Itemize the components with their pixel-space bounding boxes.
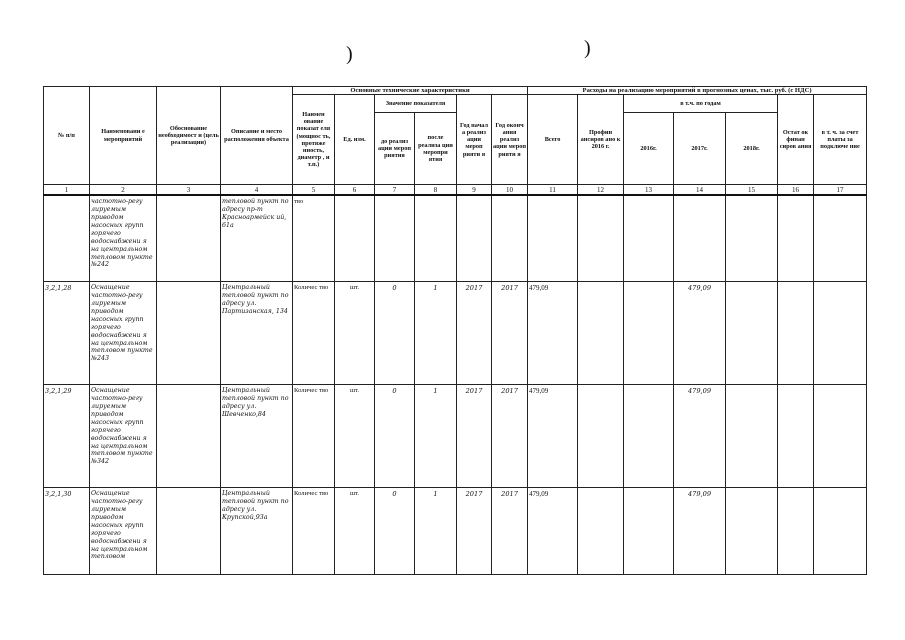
header-years-group: в т.ч. по годам [624, 95, 778, 113]
stray-mark-left: ) [346, 43, 353, 65]
row-unit: шт. [335, 385, 375, 488]
row-remainder [778, 282, 814, 385]
row-reason [157, 488, 221, 575]
header-remainder: Остат ок финан сиров ания [778, 95, 814, 185]
col-number: 6 [335, 185, 375, 196]
header-2018: 2018г. [726, 113, 778, 185]
header-2016: 2016г. [624, 113, 674, 185]
row-unit: шт. [335, 282, 375, 385]
row-total: 479,09 [528, 282, 578, 385]
col-number: 3 [157, 185, 221, 196]
col-number: 17 [814, 185, 867, 196]
row-indicator: Количес тво [293, 282, 335, 385]
row-after [415, 195, 457, 282]
row-2017 [674, 195, 726, 282]
col-number: 11 [528, 185, 578, 196]
row-2017: 479,09 [674, 282, 726, 385]
row-year-end: 2017 [492, 385, 528, 488]
row-indicator: Количес тво [293, 385, 335, 488]
row-name: частотно-регу лируемым приводом насосных групп горячего водоснабжени я на центральном тепловом пункте №242 [90, 195, 157, 282]
row-total: 479,09 [528, 488, 578, 575]
row-financed [578, 282, 624, 385]
header-unit: Ед. изм. [335, 95, 375, 185]
row-vat [814, 488, 867, 575]
row-reason [157, 385, 221, 488]
row-reason [157, 195, 221, 282]
row-name: Оснащение частотно-регу лируемым приводом насосных групп горячего водоснабжени я на центральном тепловом [90, 488, 157, 575]
row-2016 [624, 385, 674, 488]
row-before: 0 [375, 488, 415, 575]
header-num: № п/п [44, 87, 90, 185]
row-year-start [457, 195, 492, 282]
row-unit [335, 195, 375, 282]
row-vat [814, 385, 867, 488]
row-reason [157, 282, 221, 385]
row-2017: 479,09 [674, 488, 726, 575]
row-name: Оснащение частотно-регу лируемым приводом насосных групп горячего водоснабжени я на центральном тепловом пункте №243 [90, 282, 157, 385]
row-financed [578, 385, 624, 488]
header-vat: в т. ч. за счет платы за подключе ние [814, 95, 867, 185]
row-desc: Центральный тепловой пункт по адресу ул. Партизанская, 134 [221, 282, 293, 385]
row-year-start: 2017 [457, 488, 492, 575]
row-year-start: 2017 [457, 282, 492, 385]
row-2016 [624, 488, 674, 575]
row-2016 [624, 195, 674, 282]
row-code: 3,2,1,29 [44, 385, 90, 488]
row-2018 [726, 195, 778, 282]
col-number: 1 [44, 185, 90, 196]
header-costs-group: Расходы на реализацию мероприятий в прогнозных ценах, тыс. руб. (с НДС) [528, 87, 867, 95]
stray-mark-right: ) [584, 37, 591, 59]
col-number: 14 [674, 185, 726, 196]
col-number: 10 [492, 185, 528, 196]
header-reason: Обоснование необходимост и (цель реализации) [157, 87, 221, 185]
table-row [44, 282, 867, 385]
header-before: до реализ ации мероп риятия [375, 113, 415, 185]
row-desc: Центральный тепловой пункт по адресу ул. Шевченко,84 [221, 385, 293, 488]
header-financed: Профин ансиров ано к 2016 г. [578, 95, 624, 185]
col-number: 7 [375, 185, 415, 196]
row-code [44, 195, 90, 282]
row-after: 1 [415, 385, 457, 488]
col-number: 15 [726, 185, 778, 196]
row-before: 0 [375, 385, 415, 488]
row-desc: тепловой пункт по адресу пр-т Красноармейск ий, 61а [221, 195, 293, 282]
row-name: Оснащение частотно-регу лируемым приводом насосных групп горячего водоснабжени я на центральном тепловом пункте №342 [90, 385, 157, 488]
row-total: 479,09 [528, 385, 578, 488]
row-financed [578, 488, 624, 575]
header-value-group: Значение показателя [375, 95, 457, 113]
header-total: Всего [528, 95, 578, 185]
row-year-end [492, 195, 528, 282]
header-year-start: Год начал а реализ ации мероп рияти я [457, 95, 492, 185]
row-remainder [778, 488, 814, 575]
row-indicator: Количес тво [293, 488, 335, 575]
col-number: 9 [457, 185, 492, 196]
col-number: 13 [624, 185, 674, 196]
row-2018 [726, 385, 778, 488]
row-desc: Центральный тепловой пункт по адресу ул. Крупской,93а [221, 488, 293, 575]
row-total [528, 195, 578, 282]
row-2016 [624, 282, 674, 385]
table-row [44, 195, 867, 282]
measures-table [43, 86, 867, 575]
header-indicator: Наимен ование показат еля (мощнос ть, протяже нность, диаметр , и т.п.) [293, 95, 335, 185]
col-number: 5 [293, 185, 335, 196]
column-number-row [44, 185, 867, 196]
col-number: 16 [778, 185, 814, 196]
row-year-end: 2017 [492, 488, 528, 575]
row-code: 3,2,1,30 [44, 488, 90, 575]
row-before [375, 195, 415, 282]
table-row [44, 385, 867, 488]
header-year-end: Год оконч ания реализ ации мероп рияти я [492, 95, 528, 185]
col-number: 8 [415, 185, 457, 196]
row-before: 0 [375, 282, 415, 385]
row-2018 [726, 282, 778, 385]
row-remainder [778, 195, 814, 282]
col-number: 12 [578, 185, 624, 196]
row-after: 1 [415, 282, 457, 385]
row-2017: 479,09 [674, 385, 726, 488]
row-financed [578, 195, 624, 282]
row-year-end: 2017 [492, 282, 528, 385]
row-code: 3,2,1,28 [44, 282, 90, 385]
row-unit: шт. [335, 488, 375, 575]
row-after: 1 [415, 488, 457, 575]
col-number: 2 [90, 185, 157, 196]
table-row [44, 488, 867, 575]
row-remainder [778, 385, 814, 488]
row-year-start: 2017 [457, 385, 492, 488]
row-2018 [726, 488, 778, 575]
header-after: после реализа ции меропри ятия [415, 113, 457, 185]
row-indicator: тво [293, 195, 335, 282]
header-tech-group: Основные технические характеристики [293, 87, 528, 95]
header-name: Наименовани е мероприятий [90, 87, 157, 185]
header-2017: 2017г. [674, 113, 726, 185]
row-vat [814, 282, 867, 385]
row-vat [814, 195, 867, 282]
col-number: 4 [221, 185, 293, 196]
header-desc: Описание и место расположения объекта [221, 87, 293, 185]
